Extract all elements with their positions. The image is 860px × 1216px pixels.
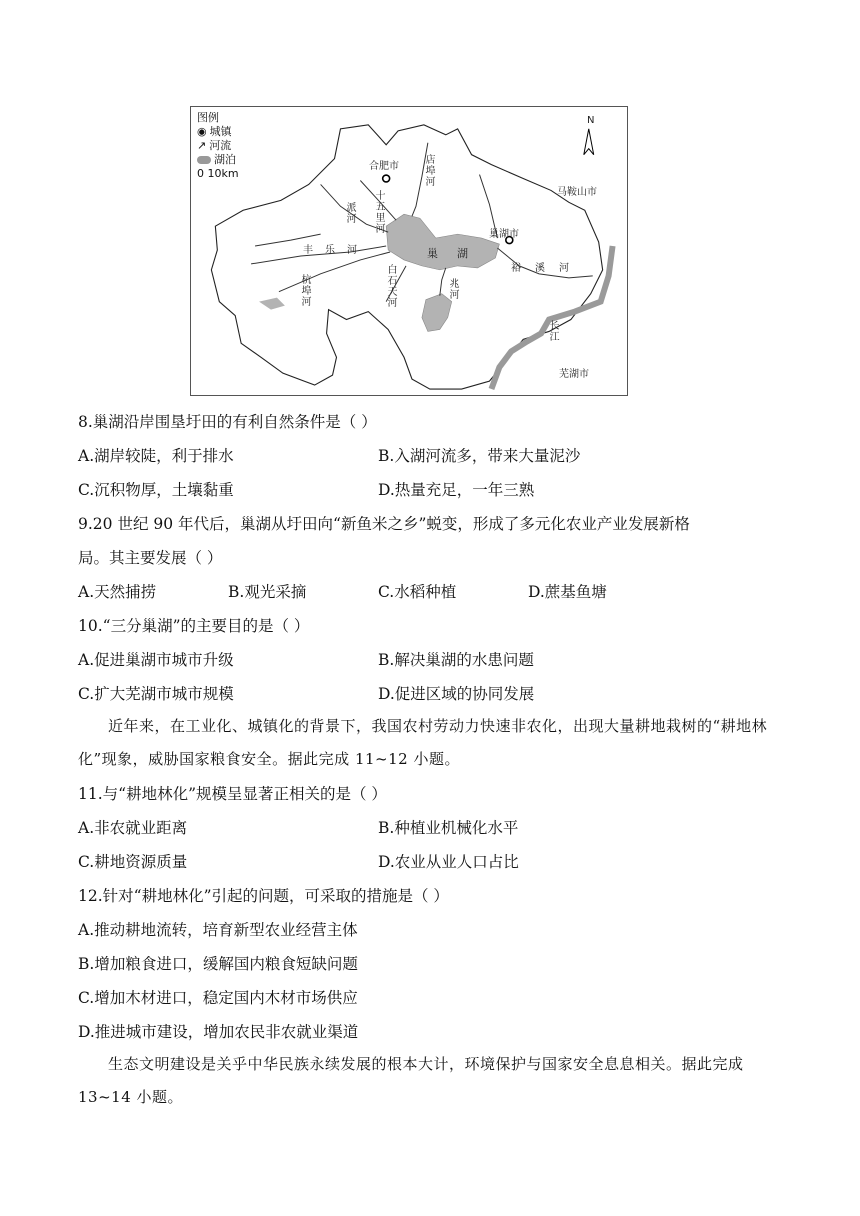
map-drawing xyxy=(191,107,627,395)
lake-icon xyxy=(197,156,211,164)
q9-option-b: B.观光采摘 xyxy=(228,583,307,601)
q10-option-c: C.扩大芜湖市城市规模 xyxy=(78,685,234,703)
river-label-changjiang: 长江 xyxy=(549,321,560,343)
q9-option-c: C.水稻种植 xyxy=(378,583,457,601)
q12-option-a: A.推动耕地流转，培育新型农业经营主体 xyxy=(78,921,358,939)
q9-option-d: D.蔗基鱼塘 xyxy=(528,583,607,601)
q9-stem-line1: 9.20 世纪 90 年代后，巢湖从圩田向“新鱼米之乡”蜕变，形成了多元化农业产业发展新格 xyxy=(78,515,690,533)
q12-option-c: C.增加木材进口，稳定国内木材市场供应 xyxy=(78,989,358,1007)
city-hefei: 合肥市 xyxy=(369,161,399,172)
legend-lake: 湖泊 xyxy=(214,153,236,166)
river-label-zhao: 兆河 xyxy=(449,279,460,301)
q10-option-b: B.解决巢湖的水患问题 xyxy=(378,651,534,669)
q8-stem: 8.巢湖沿岸围垦圩田的有利自然条件是（ ） xyxy=(78,413,377,431)
q10-stem: 10.“三分巢湖”的主要目的是（ ） xyxy=(78,617,310,635)
small-lake xyxy=(422,294,452,332)
lake-label-chao: 巢 xyxy=(427,247,438,260)
q12-stem: 12.针对“耕地林化”引起的问题，可采取的措施是（ ） xyxy=(78,887,449,905)
river-label-pai: 派河 xyxy=(346,203,357,225)
q8-option-b: B.入湖河流多，带来大量泥沙 xyxy=(378,447,581,465)
river-label-shiwuli: 十五里河 xyxy=(375,191,386,235)
legend-title: 图例 xyxy=(197,111,219,124)
city-maanshan: 马鞍山市 xyxy=(557,187,597,198)
river-icon: ↗ xyxy=(197,139,207,152)
q12-option-b: B.增加粮食进口，缓解国内粮食短缺问题 xyxy=(78,955,358,973)
river-label-hangbu: 杭埠河 xyxy=(301,275,312,308)
q9-option-a: A.天然捕捞 xyxy=(78,583,157,601)
chaohu-map xyxy=(190,106,628,396)
river-label-baishitian: 白石天河 xyxy=(387,265,398,309)
intro-paragraph-13-14: 生态文明建设是关乎中华民族永续发展的根本大计，环境保护与国家安全息息相关。据此完成 13~14 小题。 xyxy=(78,1055,744,1106)
intro-paragraph-11-12: 近年来，在工业化、城镇化的背景下，我国农村劳动力快速非农化，出现大量耕地栽树的“耕地林化”现象，威胁国家粮食安全。据此完成 11~12 小题。 xyxy=(78,717,768,768)
river-label-yuxi: 裕溪河 xyxy=(511,263,583,274)
q8-option-c: C.沉积物厚，土壤黏重 xyxy=(78,481,234,499)
city-wuhu: 芜湖市 xyxy=(559,369,589,380)
north-arrow-icon xyxy=(584,129,594,155)
chaohu-lake xyxy=(386,214,499,270)
river-zhao xyxy=(440,268,446,296)
q10-option-a: A.促进巢湖市城市升级 xyxy=(78,651,234,669)
town-icon: ◉ xyxy=(197,125,207,138)
river-label-dianbu: 店埠河 xyxy=(425,155,436,188)
lake-label-hu: 湖 xyxy=(457,247,468,260)
river-hangbu xyxy=(279,252,390,292)
q11-stem: 11.与“耕地林化”规模呈显著正相关的是（ ） xyxy=(78,785,387,803)
q11-option-c: C.耕地资源质量 xyxy=(78,853,188,871)
q11-option-a: A.非农就业距离 xyxy=(78,819,188,837)
legend-scale: 0 10km xyxy=(197,167,239,180)
north-label: N xyxy=(587,115,595,126)
map-legend xyxy=(197,111,239,181)
q9-stem-line2: 局。其主要发展（ ） xyxy=(78,549,223,567)
river-label-fengle: 丰乐河 xyxy=(303,245,369,256)
west-lake xyxy=(259,298,285,310)
q11-option-b: B.种植业机械化水平 xyxy=(378,819,519,837)
q8-option-a: A.湖岸较陡，利于排水 xyxy=(78,447,234,465)
legend-river: 河流 xyxy=(209,139,232,152)
q8-option-d: D.热量充足，一年三熟 xyxy=(378,481,535,499)
q12-option-d: D.推进城市建设，增加农民非农就业渠道 xyxy=(78,1023,359,1041)
city-chaohu: 巢湖市 xyxy=(489,229,519,240)
q11-option-d: D.农业从业人口占比 xyxy=(378,853,519,871)
hefei-town-icon xyxy=(383,175,390,182)
q10-option-d: D.促进区域的协同发展 xyxy=(378,685,535,703)
legend-town: 城镇 xyxy=(209,125,232,138)
